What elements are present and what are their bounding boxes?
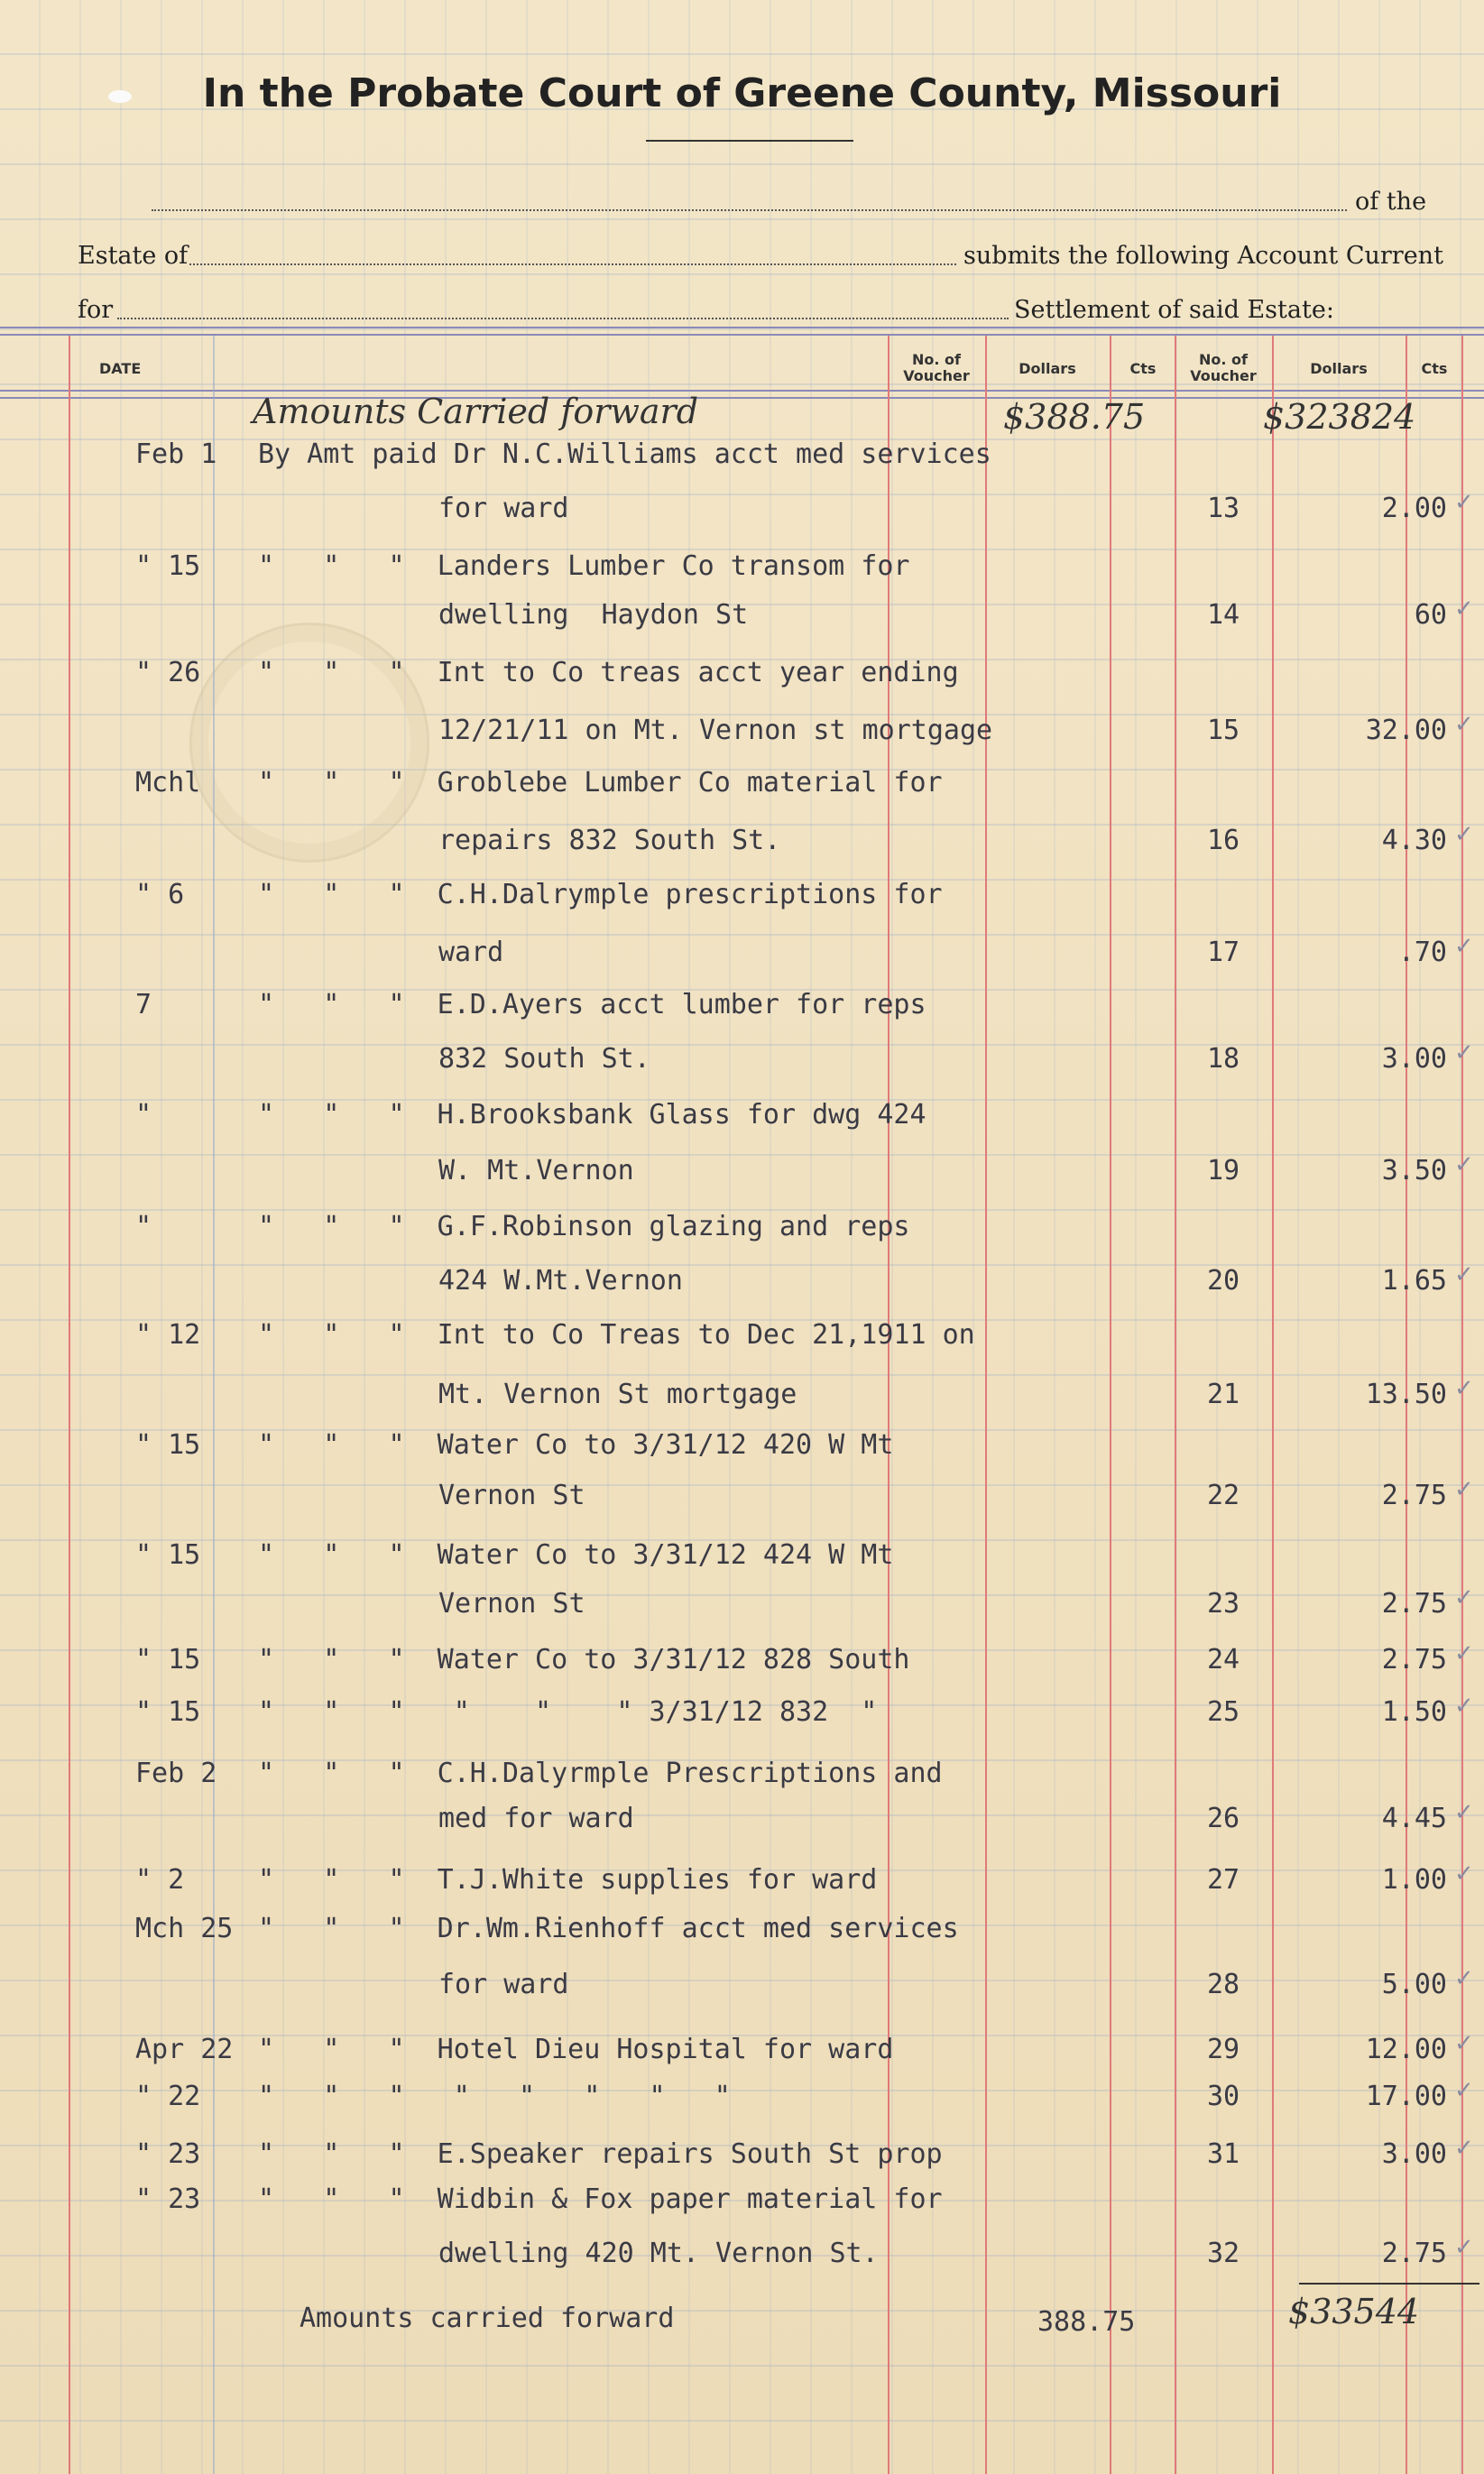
- row-voucher: 27: [1206, 1864, 1240, 1896]
- row-description: " " " E.Speaker repairs South St prop: [258, 2138, 943, 2170]
- row-amount: 5.00: [1381, 1969, 1447, 2000]
- row-description: " " " " " " " ": [258, 2081, 731, 2112]
- column-rule: [69, 336, 70, 2474]
- row-description: 424 W.Mt.Vernon: [438, 1265, 683, 1297]
- carried-forward-bottom-right: $33544: [1288, 2292, 1420, 2331]
- row-voucher: 19: [1206, 1155, 1240, 1186]
- row-voucher: 29: [1206, 2034, 1240, 2065]
- row-amount: 32.00: [1365, 715, 1447, 746]
- row-date: Apr 22: [135, 2034, 234, 2065]
- check-mark-icon: ✓: [1454, 1799, 1474, 1826]
- row-date: " 15: [135, 550, 201, 582]
- carried-forward-bottom-left: 388.75: [1037, 2306, 1136, 2338]
- row-amount: 3.00: [1381, 2138, 1447, 2170]
- row-amount: 4.30: [1381, 825, 1447, 856]
- row-voucher: 32: [1206, 2238, 1240, 2269]
- row-date: ": [135, 1099, 152, 1131]
- rule: [0, 334, 1484, 336]
- row-description: " " " Dr.Wm.Rienhoff acct med services: [258, 1913, 959, 1944]
- row-description: 832 South St.: [438, 1043, 650, 1075]
- row-description: " " " Water Co to 3/31/12 424 W Mt: [258, 1539, 894, 1571]
- row-date: " 15: [135, 1429, 201, 1461]
- row-date: 7: [135, 989, 152, 1020]
- row-voucher: 24: [1206, 1644, 1240, 1675]
- row-date: ": [135, 1211, 152, 1242]
- check-mark-icon: ✓: [1454, 1151, 1474, 1178]
- row-description: " " " H.Brooksbank Glass for dwg 424: [258, 1099, 926, 1131]
- row-date: Feb 1: [135, 438, 217, 470]
- row-amount: 60: [1414, 599, 1447, 631]
- row-description: W. Mt.Vernon: [438, 1155, 634, 1186]
- row-voucher: 28: [1206, 1969, 1240, 2000]
- row-description: for ward: [438, 1969, 569, 2000]
- check-mark-icon: ✓: [1454, 1965, 1474, 1992]
- row-date: " 15: [135, 1696, 201, 1728]
- of-the-label: of the: [1355, 188, 1427, 216]
- check-mark-icon: ✓: [1454, 2030, 1474, 2057]
- row-description: Vernon St: [438, 1588, 585, 1620]
- col-voucher-1: No. of Voucher: [903, 351, 970, 384]
- row-amount: .70: [1397, 937, 1447, 968]
- row-voucher: 16: [1206, 825, 1240, 856]
- row-amount: 2.75: [1381, 2238, 1447, 2269]
- col-date: DATE: [99, 360, 142, 377]
- row-date: " 2: [135, 1864, 185, 1896]
- check-mark-icon: ✓: [1454, 711, 1474, 738]
- col-dollars-1: Dollars: [1019, 360, 1076, 377]
- col-voucher-2: No. of Voucher: [1190, 351, 1257, 384]
- row-amount: 1.65: [1381, 1265, 1447, 1297]
- column-rule: [1175, 336, 1176, 2474]
- row-voucher: 17: [1206, 937, 1240, 968]
- row-amount: 2.75: [1381, 1644, 1447, 1675]
- row-date: " 26: [135, 657, 201, 688]
- carried-forward-bottom-label: Amounts carried forward: [300, 2303, 675, 2334]
- row-date: " 23: [135, 2183, 201, 2215]
- row-voucher: 20: [1206, 1265, 1240, 1297]
- row-description: By Amt paid Dr N.C.Williams acct med services: [258, 438, 991, 470]
- row-date: " 6: [135, 879, 185, 910]
- column-rule: [985, 336, 987, 2474]
- row-description: " " " Water Co to 3/31/12 828 South: [258, 1644, 910, 1675]
- title-rule: [646, 140, 853, 142]
- check-mark-icon: ✓: [1454, 1261, 1474, 1288]
- rule: [0, 390, 1484, 392]
- row-description: " " " Water Co to 3/31/12 420 W Mt: [258, 1429, 894, 1461]
- row-amount: 17.00: [1365, 2081, 1447, 2112]
- check-mark-icon: ✓: [1454, 821, 1474, 848]
- carried-forward-left-amount: $388.75: [1003, 397, 1146, 437]
- check-mark-icon: ✓: [1454, 933, 1474, 960]
- check-mark-icon: ✓: [1454, 489, 1474, 516]
- row-description: " " " Landers Lumber Co transom for: [258, 550, 910, 582]
- row-voucher: 23: [1206, 1588, 1240, 1620]
- row-date: Feb 2: [135, 1758, 217, 1789]
- row-voucher: 22: [1206, 1480, 1240, 1511]
- column-rule: [1272, 336, 1274, 2474]
- row-date: " 15: [135, 1539, 201, 1571]
- row-amount: 13.50: [1365, 1379, 1447, 1410]
- row-description: 12/21/11 on Mt. Vernon st mortgage: [438, 715, 993, 746]
- dotted-line-name: [152, 209, 1347, 211]
- row-description: " " " C.H.Dalyrmple Prescriptions and: [258, 1758, 943, 1789]
- column-rule: [1110, 336, 1111, 2474]
- row-voucher: 31: [1206, 2138, 1240, 2170]
- row-description: Mt. Vernon St mortgage: [438, 1379, 797, 1410]
- total-rule: [1299, 2283, 1479, 2285]
- row-description: for ward: [438, 493, 569, 524]
- row-description: repairs 832 South St.: [438, 825, 781, 856]
- page-title: In the Probate Court of Greene County, Missouri: [202, 70, 1282, 116]
- for-label: for: [78, 296, 114, 324]
- row-description: " " " Int to Co Treas to Dec 21,1911 on: [258, 1319, 975, 1351]
- check-mark-icon: ✓: [1454, 2135, 1474, 2162]
- submits-label: submits the following Account Current: [963, 242, 1443, 270]
- row-description: " " " Widbin & Fox paper material for: [258, 2183, 943, 2215]
- row-voucher: 13: [1206, 493, 1240, 524]
- row-description: dwelling 420 Mt. Vernon St.: [438, 2238, 879, 2269]
- row-date: " 15: [135, 1644, 201, 1675]
- dotted-line-for: [117, 318, 1009, 319]
- row-amount: 12.00: [1365, 2034, 1447, 2065]
- row-amount: 4.45: [1381, 1803, 1447, 1834]
- row-description: " " " Groblebe Lumber Co material for: [258, 767, 943, 799]
- row-description: ward: [438, 937, 504, 968]
- row-amount: 2.75: [1381, 1480, 1447, 1511]
- row-voucher: 25: [1206, 1696, 1240, 1728]
- row-voucher: 14: [1206, 599, 1240, 631]
- row-voucher: 30: [1206, 2081, 1240, 2112]
- check-mark-icon: ✓: [1454, 1584, 1474, 1611]
- check-mark-icon: ✓: [1454, 1476, 1474, 1503]
- check-mark-icon: ✓: [1454, 1640, 1474, 1667]
- row-description: " " " E.D.Ayers acct lumber for reps: [258, 989, 926, 1020]
- col-cts-1: Cts: [1129, 360, 1157, 377]
- row-voucher: 15: [1206, 715, 1240, 746]
- row-date: Mch 25: [135, 1913, 234, 1944]
- row-voucher: 18: [1206, 1043, 1240, 1075]
- row-amount: 2.00: [1381, 493, 1447, 524]
- row-amount: 1.00: [1381, 1864, 1447, 1896]
- col-dollars-2: Dollars: [1310, 360, 1368, 377]
- check-mark-icon: ✓: [1454, 1693, 1474, 1720]
- check-mark-icon: ✓: [1454, 2077, 1474, 2104]
- check-mark-icon: ✓: [1454, 1375, 1474, 1402]
- row-amount: 2.75: [1381, 1588, 1447, 1620]
- row-description: " " " C.H.Dalrymple prescriptions for: [258, 879, 943, 910]
- row-amount: 3.50: [1381, 1155, 1447, 1186]
- row-description: " " " G.F.Robinson glazing and reps: [258, 1211, 910, 1242]
- row-description: " " " Int to Co treas acct year ending: [258, 657, 959, 688]
- row-description: " " " T.J.White supplies for ward: [258, 1864, 878, 1896]
- row-amount: 3.00: [1381, 1043, 1447, 1075]
- col-cts-2: Cts: [1421, 360, 1448, 377]
- row-description: " " " " " " 3/31/12 832 ": [258, 1696, 878, 1728]
- carried-forward-handwritten: Amounts Carried forward: [253, 392, 699, 431]
- check-mark-icon: ✓: [1454, 2234, 1474, 2261]
- row-description: " " " Hotel Dieu Hospital for ward: [258, 2034, 894, 2065]
- check-mark-icon: ✓: [1454, 595, 1474, 623]
- dotted-line-estate: [189, 263, 956, 265]
- row-description: med for ward: [438, 1803, 634, 1834]
- row-date: Mchl: [135, 767, 201, 799]
- estate-of-label: Estate of: [78, 242, 189, 270]
- settlement-label: Settlement of said Estate:: [1014, 296, 1334, 324]
- row-voucher: 26: [1206, 1803, 1240, 1834]
- rule: [0, 327, 1484, 328]
- check-mark-icon: ✓: [1454, 1039, 1474, 1066]
- row-date: " 23: [135, 2138, 201, 2170]
- row-date: " 12: [135, 1319, 201, 1351]
- row-voucher: 21: [1206, 1379, 1240, 1410]
- row-amount: 1.50: [1381, 1696, 1447, 1728]
- row-description: dwelling Haydon St: [438, 599, 749, 631]
- carried-forward-right-amount: $323824: [1263, 397, 1416, 437]
- check-mark-icon: ✓: [1454, 1860, 1474, 1888]
- column-rule: [213, 336, 215, 2474]
- row-description: Vernon St: [438, 1480, 585, 1511]
- row-date: " 22: [135, 2081, 201, 2112]
- rule: [0, 397, 1484, 399]
